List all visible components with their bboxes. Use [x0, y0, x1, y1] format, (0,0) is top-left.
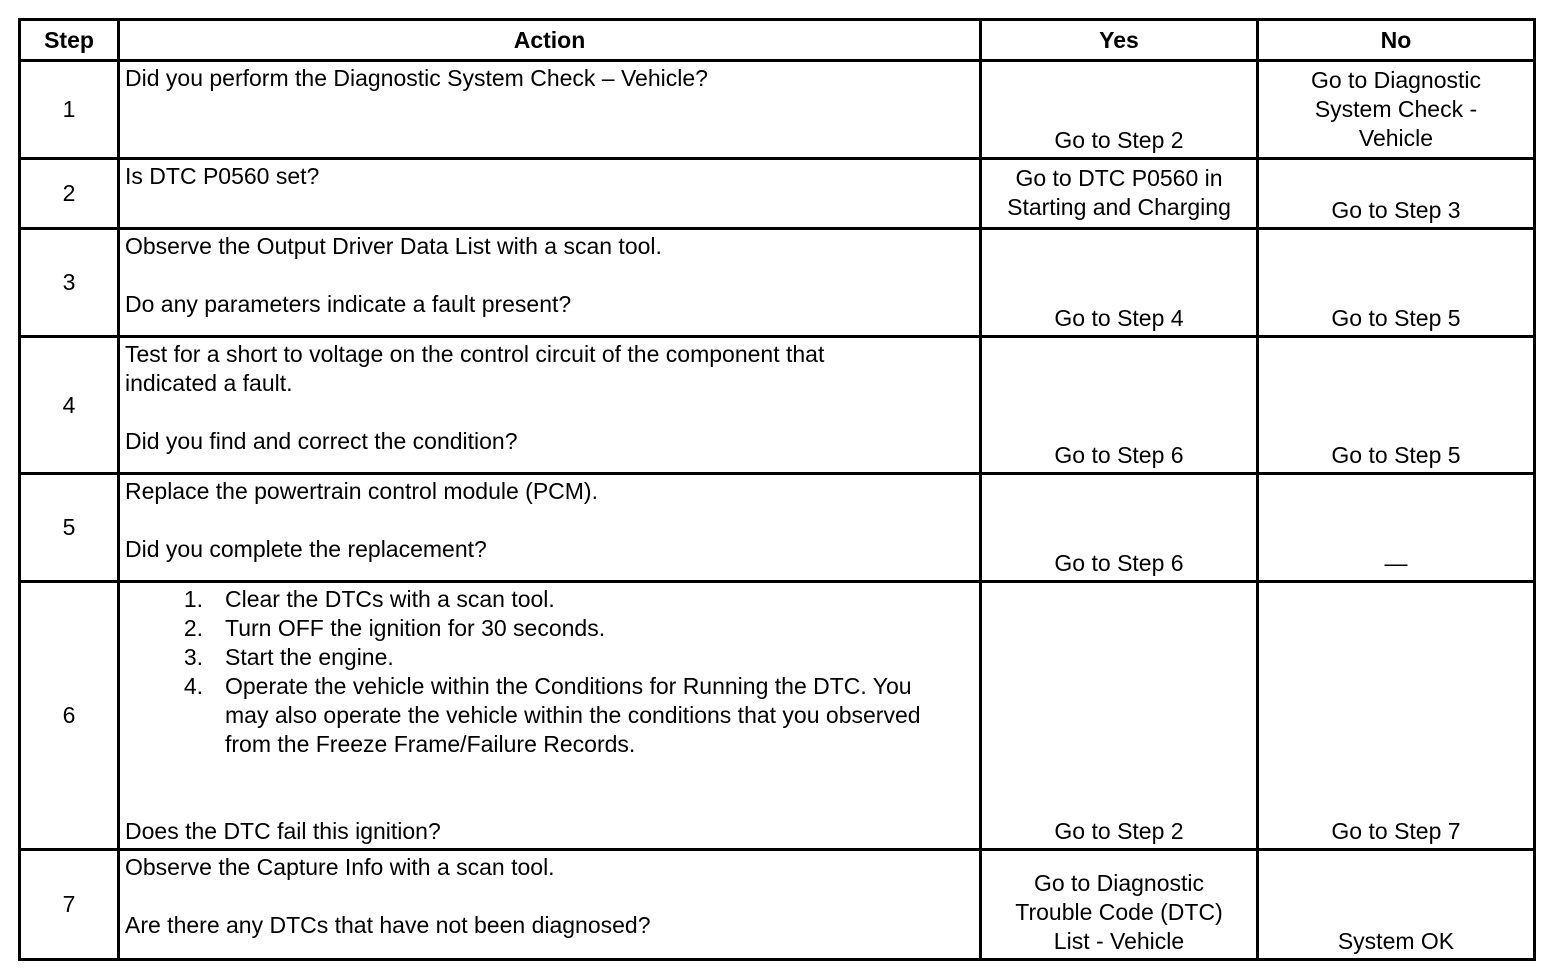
table-row	[20, 229, 1535, 337]
step-number: 4	[20, 337, 119, 474]
header-row	[20, 20, 1535, 61]
no-result: Go to Step 5	[1258, 229, 1535, 337]
action-cell	[119, 159, 981, 229]
action-text: Observe the Output Driver Data List with a scan tool.	[125, 233, 662, 259]
table-row	[20, 850, 1535, 960]
action-cell	[119, 582, 981, 850]
yes-result: Go to Step 6	[981, 474, 1258, 582]
list-item-number: 2.	[183, 615, 203, 641]
header-yes: Yes	[981, 20, 1258, 61]
no-result: Go to Step 7	[1258, 582, 1535, 850]
action-question: Did you find and correct the condition?	[125, 428, 518, 454]
no-result: Go to Step 3	[1258, 159, 1535, 229]
table-row	[20, 337, 1535, 474]
action-cell	[119, 474, 981, 582]
list-item	[125, 614, 974, 643]
action-text: Is DTC P0560 set?	[125, 163, 320, 189]
step-number: 2	[20, 159, 119, 229]
action-question: Does the DTC fail this ignition?	[125, 818, 441, 844]
list-item-number: 4.	[183, 673, 203, 699]
header-action: Action	[119, 20, 981, 61]
no-result: System OK	[1258, 850, 1535, 960]
list-item	[125, 672, 974, 759]
list-item-number: 1.	[183, 586, 203, 612]
action-cell	[119, 229, 981, 337]
step-number: 7	[20, 850, 119, 960]
action-cell	[119, 61, 981, 159]
list-item	[125, 585, 974, 614]
action-cell	[119, 850, 981, 960]
list-item	[125, 643, 974, 672]
action-question: Did you complete the replacement?	[125, 536, 487, 562]
table-row	[20, 474, 1535, 582]
step-number: 3	[20, 229, 119, 337]
action-text: Replace the powertrain control module (PCM).	[125, 478, 598, 504]
yes-result: Go to Step 2	[981, 61, 1258, 159]
table-row	[20, 582, 1535, 850]
step-number: 1	[20, 61, 119, 159]
no-result: —	[1258, 474, 1535, 582]
action-cell	[119, 337, 981, 474]
step-number: 6	[20, 582, 119, 850]
action-text: Did you perform the Diagnostic System Check – Vehicle?	[125, 65, 708, 91]
action-question: Are there any DTCs that have not been diagnosed?	[125, 912, 651, 938]
header-no: No	[1258, 20, 1535, 61]
no-result: Go to Diagnostic System Check - Vehicle	[1258, 61, 1535, 159]
action-text: Observe the Capture Info with a scan tool.	[125, 854, 555, 880]
procedure-list	[125, 585, 974, 759]
yes-result: Go to Diagnostic Trouble Code (DTC) List - Vehicle	[981, 850, 1258, 960]
header-step: Step	[20, 20, 119, 61]
no-result: Go to Step 5	[1258, 337, 1535, 474]
yes-result: Go to DTC P0560 in Starting and Charging	[981, 159, 1258, 229]
list-item-number: 3.	[183, 644, 203, 670]
action-question: Do any parameters indicate a fault present?	[125, 291, 572, 317]
diagnostic-table	[18, 18, 1536, 961]
list-item-text: Turn OFF the ignition for 30 seconds.	[225, 615, 606, 641]
yes-result: Go to Step 2	[981, 582, 1258, 850]
yes-result: Go to Step 6	[981, 337, 1258, 474]
yes-result: Go to Step 4	[981, 229, 1258, 337]
list-item-text: Clear the DTCs with a scan tool.	[225, 586, 555, 612]
table-row	[20, 159, 1535, 229]
step-number: 5	[20, 474, 119, 582]
table-row	[20, 61, 1535, 159]
action-text: Test for a short to voltage on the control circuit of the component that indicated a fault.	[125, 341, 825, 396]
list-item-text: Start the engine.	[225, 644, 394, 670]
list-item-text: Operate the vehicle within the Conditions for Running the DTC. You may also operate the vehicle within the conditions that you observed from the Freeze Frame/Failure Records.	[225, 673, 921, 757]
